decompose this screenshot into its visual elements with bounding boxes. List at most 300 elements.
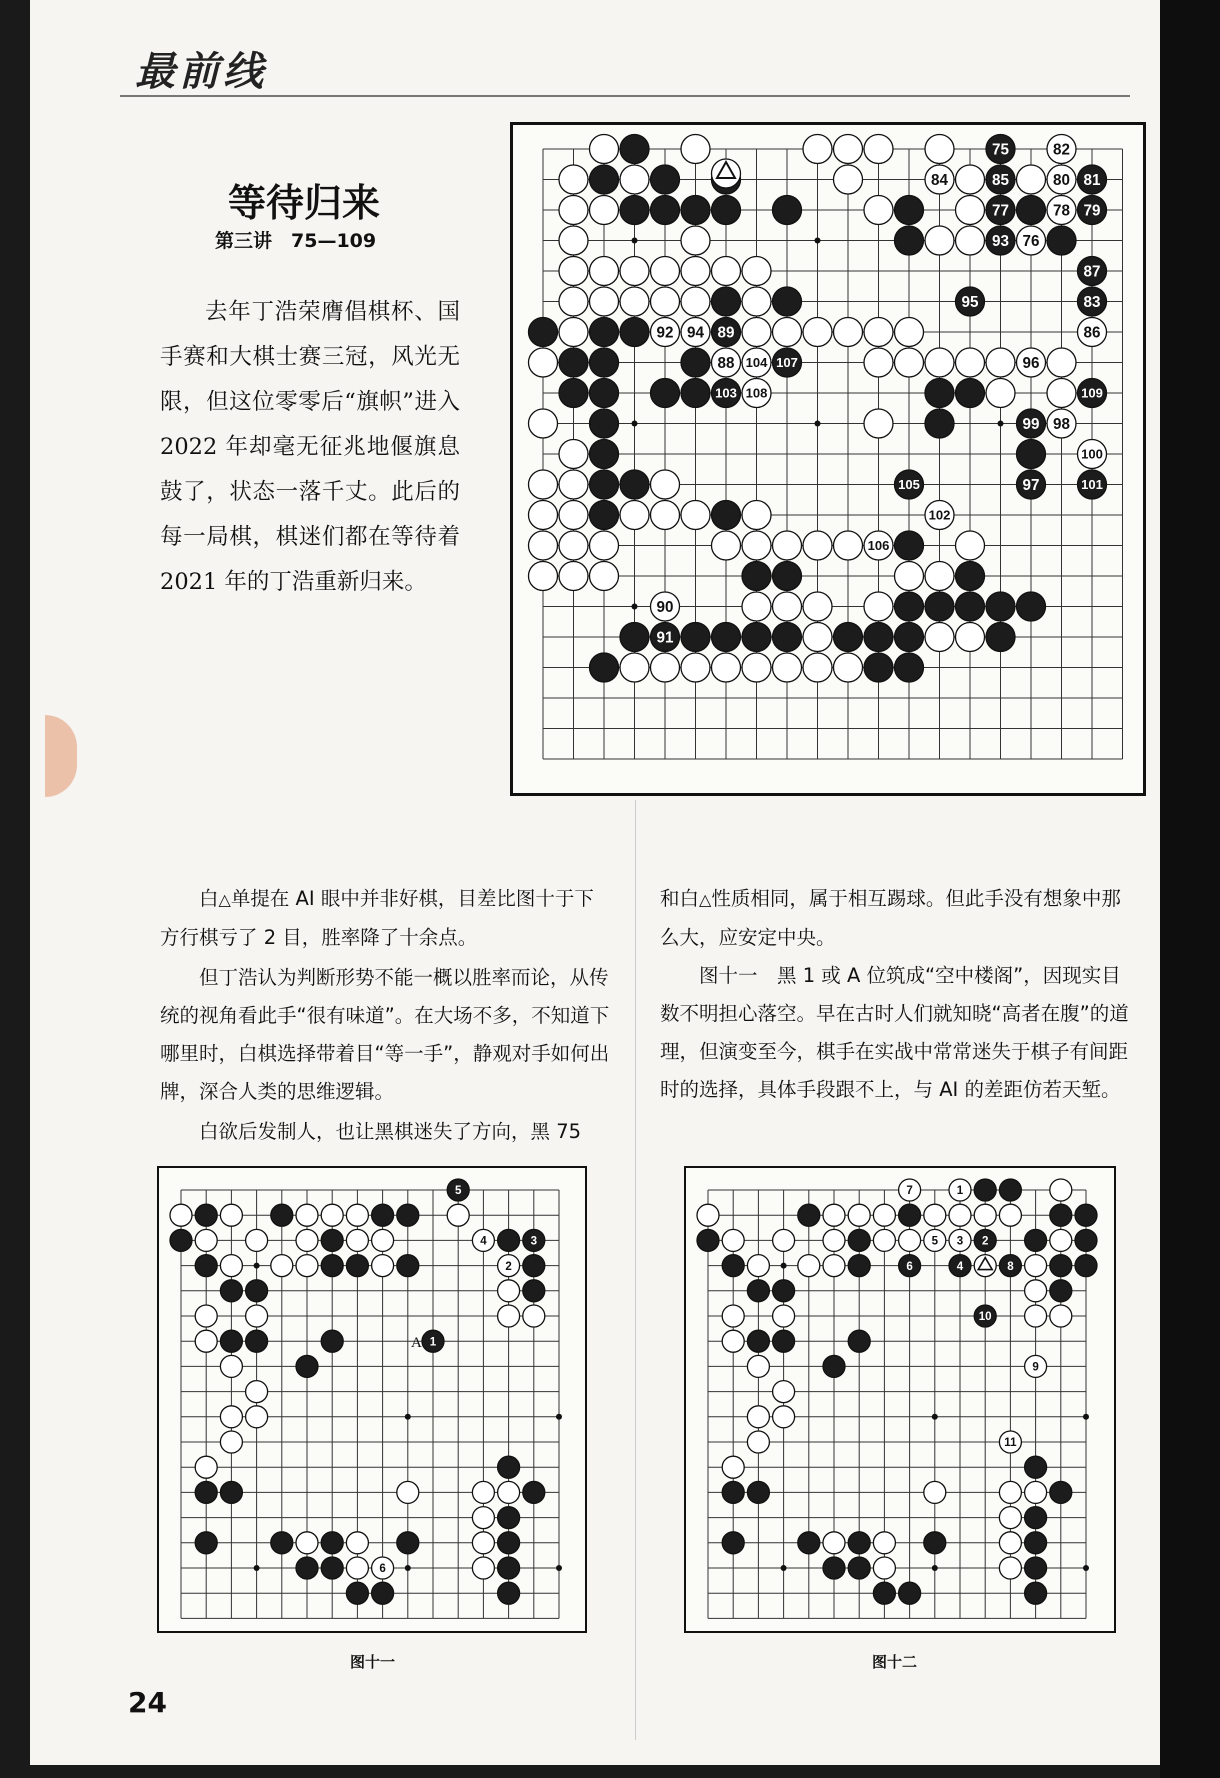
black-stone xyxy=(864,623,893,652)
white-stone xyxy=(559,165,588,194)
white-stone xyxy=(999,1204,1021,1226)
white-stone xyxy=(681,501,710,530)
white-stone xyxy=(873,1204,895,1226)
black-stone xyxy=(895,531,924,560)
white-stone xyxy=(823,1229,845,1251)
move-number: 96 xyxy=(1022,355,1040,373)
white-stone xyxy=(986,379,1015,408)
white-stone xyxy=(372,1229,394,1251)
black-stone xyxy=(986,592,1015,621)
move-number: 3 xyxy=(530,1235,538,1248)
white-stone xyxy=(773,592,802,621)
black-stone xyxy=(321,1532,343,1554)
star-point xyxy=(632,604,638,610)
white-stone xyxy=(559,531,588,560)
black-stone xyxy=(722,1532,744,1554)
white-stone xyxy=(924,1481,946,1503)
white-stone xyxy=(590,562,619,591)
move-number: 5 xyxy=(454,1185,462,1198)
white-stone xyxy=(529,409,558,438)
black-stone xyxy=(848,1532,870,1554)
white-stone xyxy=(956,196,985,225)
black-stone xyxy=(1017,196,1046,225)
white-stone xyxy=(864,196,893,225)
move-number: 7 xyxy=(906,1185,913,1198)
white-stone xyxy=(651,470,680,499)
move-number: 5 xyxy=(931,1235,939,1248)
white-stone xyxy=(834,318,863,347)
p1-prefix: 白 xyxy=(199,887,219,910)
black-stone xyxy=(722,1255,744,1277)
white-stone xyxy=(742,592,771,621)
black-stone xyxy=(848,1255,870,1277)
black-stone xyxy=(798,1204,820,1226)
move-number: 84 xyxy=(931,172,948,190)
black-stone xyxy=(986,623,1015,652)
body-left-column xyxy=(160,880,610,1153)
move-number: 107 xyxy=(776,355,798,371)
white-stone xyxy=(246,1229,268,1251)
white-stone xyxy=(697,1204,719,1226)
star-point xyxy=(815,421,821,427)
black-stone xyxy=(798,1532,820,1554)
white-stone xyxy=(620,501,649,530)
black-stone xyxy=(195,1255,217,1277)
star-point xyxy=(998,421,1004,427)
white-stone xyxy=(195,1330,217,1352)
white-stone xyxy=(529,501,558,530)
white-stone xyxy=(498,1280,520,1302)
move-number: 9 xyxy=(1032,1361,1039,1374)
black-stone xyxy=(773,562,802,591)
white-stone xyxy=(681,135,710,164)
white-stone xyxy=(834,531,863,560)
black-stone xyxy=(742,623,771,652)
figure-12-caption: 图十二 xyxy=(872,1653,918,1671)
white-stone xyxy=(296,1532,318,1554)
white-stone xyxy=(590,531,619,560)
black-stone xyxy=(620,135,649,164)
move-number: 82 xyxy=(1053,141,1070,159)
main-go-board xyxy=(510,122,1146,796)
white-stone xyxy=(834,165,863,194)
article-title: 等待归来 xyxy=(228,181,381,225)
black-stone xyxy=(681,379,710,408)
move-number: 78 xyxy=(1053,202,1070,220)
white-stone xyxy=(681,257,710,286)
black-stone xyxy=(1025,1557,1047,1579)
body-right-p2: 图十一 黑 1 或 A 位筑成“空中楼阁”，因现实目数不明担心落空。早在古时人们就知晓“高者在腹”的道理，但演变至今，棋手在实战中常常迷失于棋子有间距时的选择，具体手段跟不上，与 AI 的差距仿若天堑。 xyxy=(660,964,1129,1101)
move-number: 79 xyxy=(1083,202,1101,220)
black-stone xyxy=(925,409,954,438)
black-stone xyxy=(747,1330,769,1352)
white-stone xyxy=(712,257,741,286)
white-stone xyxy=(590,287,619,316)
black-stone xyxy=(620,196,649,225)
move-number: 6 xyxy=(379,1563,386,1576)
white-stone xyxy=(590,196,619,225)
white-stone xyxy=(559,501,588,530)
black-stone xyxy=(346,1255,368,1277)
white-stone xyxy=(529,562,558,591)
move-number: 85 xyxy=(992,172,1009,190)
move-number: 80 xyxy=(1053,172,1070,190)
white-stone xyxy=(620,165,649,194)
black-stone xyxy=(559,348,588,377)
move-number: 93 xyxy=(992,233,1009,251)
black-stone xyxy=(1025,1229,1047,1251)
white-stone xyxy=(372,1255,394,1277)
white-stone xyxy=(773,318,802,347)
intro-paragraph: 去年丁浩荣膺倡棋杯、国手赛和大棋士赛三冠，风光无限，但这位零零后“旗帜”进入 2022 年却毫无征兆地偃旗息鼓了，状态一落千丈。此后的每一局棋，棋迷们都在等待着 2021 年的丁浩重新归来。 xyxy=(160,299,460,595)
black-stone xyxy=(498,1557,520,1579)
black-stone xyxy=(590,348,619,377)
black-stone xyxy=(397,1204,419,1226)
white-stone xyxy=(246,1381,268,1403)
white-stone xyxy=(498,1481,520,1503)
black-stone xyxy=(697,1229,719,1251)
white-stone xyxy=(873,1229,895,1251)
white-stone xyxy=(722,1456,744,1478)
white-stone xyxy=(1025,1255,1047,1277)
black-stone xyxy=(925,379,954,408)
white-stone xyxy=(472,1481,494,1503)
black-stone xyxy=(1017,440,1046,469)
white-stone xyxy=(346,1229,368,1251)
white-stone xyxy=(956,165,985,194)
white-stone xyxy=(220,1431,242,1453)
white-stone xyxy=(773,1381,795,1403)
white-stone xyxy=(1050,1305,1072,1327)
move-number: 102 xyxy=(928,507,951,523)
black-stone xyxy=(590,318,619,347)
white-stone xyxy=(742,531,771,560)
move-number: 95 xyxy=(961,294,979,312)
white-stone xyxy=(798,1255,820,1277)
white-stone xyxy=(346,1204,368,1226)
column-divider xyxy=(635,800,636,1740)
white-stone xyxy=(834,135,863,164)
star-point xyxy=(632,421,638,427)
white-stone xyxy=(873,1557,895,1579)
star-point xyxy=(781,1263,787,1269)
star-point xyxy=(932,1565,938,1571)
move-number: 88 xyxy=(717,355,735,373)
black-stone xyxy=(590,501,619,530)
black-stone xyxy=(523,1481,545,1503)
white-stone xyxy=(651,287,680,316)
move-number: 109 xyxy=(1081,385,1103,401)
white-stone xyxy=(559,287,588,316)
black-stone xyxy=(590,165,619,194)
white-stone xyxy=(220,1255,242,1277)
white-stone xyxy=(864,135,893,164)
move-number: 8 xyxy=(1007,1260,1014,1273)
white-stone xyxy=(296,1229,318,1251)
move-number: 94 xyxy=(687,324,704,342)
white-stone xyxy=(321,1204,343,1226)
white-stone xyxy=(823,1532,845,1554)
white-stone xyxy=(498,1305,520,1327)
body-left-p2: 但丁浩认为判断形势不能一概以胜率而论，从传统的视角看此手“很有味道”。在大场不多，不知道下哪里时，白棋选择带着目“等一手”，静观对手如何出牌，深合人类的思维逻辑。 xyxy=(160,966,610,1103)
article-intro xyxy=(160,290,460,605)
move-number: 104 xyxy=(745,355,768,371)
black-stone xyxy=(1050,1481,1072,1503)
black-stone xyxy=(321,1330,343,1352)
white-stone xyxy=(999,1557,1021,1579)
black-stone xyxy=(523,1255,545,1277)
star-point xyxy=(254,1263,260,1269)
black-stone xyxy=(956,379,985,408)
black-stone xyxy=(712,623,741,652)
white-stone xyxy=(848,1204,870,1226)
white-stone xyxy=(559,562,588,591)
white-stone xyxy=(1017,165,1046,194)
white-stone xyxy=(864,318,893,347)
black-stone xyxy=(823,1557,845,1579)
white-stone xyxy=(195,1229,217,1251)
black-stone xyxy=(246,1330,268,1352)
black-stone xyxy=(1050,1280,1072,1302)
black-stone xyxy=(895,592,924,621)
black-stone xyxy=(864,653,893,682)
black-stone xyxy=(651,379,680,408)
main-board-svg xyxy=(513,125,1143,793)
body-right-p1 xyxy=(660,880,1130,957)
move-number: 10 xyxy=(978,1311,992,1324)
white-stone xyxy=(590,257,619,286)
black-stone xyxy=(651,196,680,225)
black-stone xyxy=(170,1229,192,1251)
black-stone xyxy=(712,287,741,316)
white-stone xyxy=(447,1204,469,1226)
black-stone xyxy=(895,196,924,225)
star-point xyxy=(405,1414,411,1420)
black-stone xyxy=(1050,1204,1072,1226)
white-stone xyxy=(803,135,832,164)
white-stone xyxy=(195,1305,217,1327)
white-stone xyxy=(895,562,924,591)
white-stone xyxy=(620,257,649,286)
white-stone xyxy=(529,531,558,560)
white-stone xyxy=(559,257,588,286)
black-stone xyxy=(590,379,619,408)
white-stone xyxy=(773,531,802,560)
black-stone xyxy=(999,1179,1021,1201)
black-stone xyxy=(296,1355,318,1377)
black-stone xyxy=(895,226,924,255)
white-stone xyxy=(747,1431,769,1453)
black-stone xyxy=(895,623,924,652)
white-stone xyxy=(956,226,985,255)
black-stone xyxy=(1017,592,1046,621)
black-stone xyxy=(1025,1532,1047,1554)
black-stone xyxy=(1047,226,1076,255)
white-stone xyxy=(651,501,680,530)
move-number: 11 xyxy=(1004,1437,1017,1450)
white-stone xyxy=(925,623,954,652)
black-stone xyxy=(1075,1255,1097,1277)
move-number: 91 xyxy=(656,629,674,647)
black-stone xyxy=(848,1557,870,1579)
white-stone xyxy=(246,1406,268,1428)
move-number: 3 xyxy=(956,1235,964,1248)
star-point xyxy=(254,1565,260,1571)
black-stone xyxy=(271,1204,293,1226)
star-point xyxy=(815,238,821,244)
triangle-marker-icon: △ xyxy=(699,890,712,909)
white-stone xyxy=(559,470,588,499)
white-stone xyxy=(974,1204,996,1226)
board-grid xyxy=(708,1190,1089,1618)
white-stone xyxy=(195,1456,217,1478)
black-stone xyxy=(712,501,741,530)
black-stone xyxy=(559,379,588,408)
white-stone xyxy=(220,1355,242,1377)
white-stone xyxy=(681,653,710,682)
white-stone xyxy=(529,348,558,377)
star-point xyxy=(1083,1414,1089,1420)
star-point xyxy=(405,1565,411,1571)
figure-12-board xyxy=(684,1166,1116,1633)
p1-prefix: 和白 xyxy=(660,887,700,910)
white-stone xyxy=(1025,1305,1047,1327)
move-number: 100 xyxy=(1081,446,1103,462)
black-stone xyxy=(834,623,863,652)
black-stone xyxy=(321,1557,343,1579)
white-stone xyxy=(651,653,680,682)
figure-12-svg xyxy=(686,1168,1114,1631)
body-left-p3: 白欲后发制人，也让黑棋迷失了方向，黑 75 xyxy=(199,1120,582,1143)
white-stone xyxy=(472,1507,494,1529)
move-number: 4 xyxy=(956,1260,964,1273)
black-stone xyxy=(523,1280,545,1302)
black-stone xyxy=(773,196,802,225)
star-point xyxy=(932,1414,938,1420)
white-stone xyxy=(949,1204,971,1226)
white-stone xyxy=(773,1406,795,1428)
black-stone xyxy=(681,623,710,652)
white-stone xyxy=(803,531,832,560)
white-stone xyxy=(722,1305,744,1327)
black-stone xyxy=(195,1204,217,1226)
black-stone xyxy=(620,623,649,652)
white-stone xyxy=(712,531,741,560)
figure-11-caption: 图十一 xyxy=(350,1653,396,1671)
white-stone xyxy=(895,348,924,377)
star-point xyxy=(556,1414,562,1420)
black-stone xyxy=(722,1481,744,1503)
black-stone xyxy=(246,1280,268,1302)
black-stone xyxy=(742,562,771,591)
white-stone xyxy=(899,1229,921,1251)
white-stone xyxy=(999,1481,1021,1503)
white-stone xyxy=(895,318,924,347)
white-stone xyxy=(864,592,893,621)
black-stone xyxy=(620,470,649,499)
black-stone xyxy=(529,318,558,347)
section-header: 最前线 xyxy=(135,48,267,95)
white-stone xyxy=(170,1204,192,1226)
black-stone xyxy=(498,1507,520,1529)
move-number: 77 xyxy=(992,202,1009,220)
white-stone xyxy=(346,1557,368,1579)
black-stone xyxy=(823,1355,845,1377)
move-number: 89 xyxy=(717,324,735,342)
black-stone xyxy=(220,1330,242,1352)
white-stone xyxy=(220,1406,242,1428)
white-stone xyxy=(925,562,954,591)
white-stone xyxy=(864,409,893,438)
black-stone xyxy=(195,1532,217,1554)
figure-11-svg xyxy=(159,1168,585,1631)
black-stone xyxy=(848,1330,870,1352)
black-stone xyxy=(397,1532,419,1554)
white-stone xyxy=(823,1204,845,1226)
white-stone xyxy=(559,196,588,225)
white-stone xyxy=(472,1557,494,1579)
black-stone xyxy=(498,1456,520,1478)
white-stone xyxy=(803,318,832,347)
header-rule xyxy=(120,95,1130,97)
white-stone xyxy=(220,1204,242,1226)
white-stone xyxy=(620,653,649,682)
black-stone xyxy=(195,1481,217,1503)
white-stone xyxy=(620,287,649,316)
article-subtitle: 第三讲 75—109 xyxy=(215,230,377,252)
white-stone xyxy=(346,1532,368,1554)
white-stone xyxy=(246,1305,268,1327)
black-stone xyxy=(346,1582,368,1604)
white-stone xyxy=(742,287,771,316)
page-edge-shadow xyxy=(1160,0,1220,1778)
move-number: 99 xyxy=(1022,416,1040,434)
white-stone xyxy=(712,653,741,682)
move-number: 101 xyxy=(1081,477,1103,493)
black-stone xyxy=(873,1582,895,1604)
black-stone xyxy=(925,592,954,621)
black-stone xyxy=(924,1532,946,1554)
move-number: 81 xyxy=(1083,172,1101,190)
white-stone xyxy=(925,348,954,377)
black-stone xyxy=(220,1280,242,1302)
move-number: 1 xyxy=(956,1185,964,1198)
white-stone xyxy=(559,318,588,347)
move-number: 2 xyxy=(505,1260,512,1273)
black-stone xyxy=(773,623,802,652)
black-stone xyxy=(220,1481,242,1503)
black-stone xyxy=(773,1330,795,1352)
white-stone xyxy=(590,135,619,164)
black-stone xyxy=(1075,1204,1097,1226)
white-stone xyxy=(1025,1481,1047,1503)
black-stone xyxy=(498,1229,520,1251)
white-stone xyxy=(296,1255,318,1277)
white-stone xyxy=(925,226,954,255)
white-stone xyxy=(472,1532,494,1554)
black-stone xyxy=(321,1229,343,1251)
white-stone xyxy=(1047,348,1076,377)
black-stone xyxy=(773,1280,795,1302)
white-stone xyxy=(747,1406,769,1428)
white-stone xyxy=(864,348,893,377)
move-number: 97 xyxy=(1022,477,1040,495)
black-stone xyxy=(773,287,802,316)
white-stone xyxy=(529,470,558,499)
black-stone xyxy=(974,1179,996,1201)
p1-rest: 性质相同，属于相互踢球。但此手没有想象中那么大，应安定中央。 xyxy=(660,887,1121,949)
white-stone xyxy=(559,440,588,469)
